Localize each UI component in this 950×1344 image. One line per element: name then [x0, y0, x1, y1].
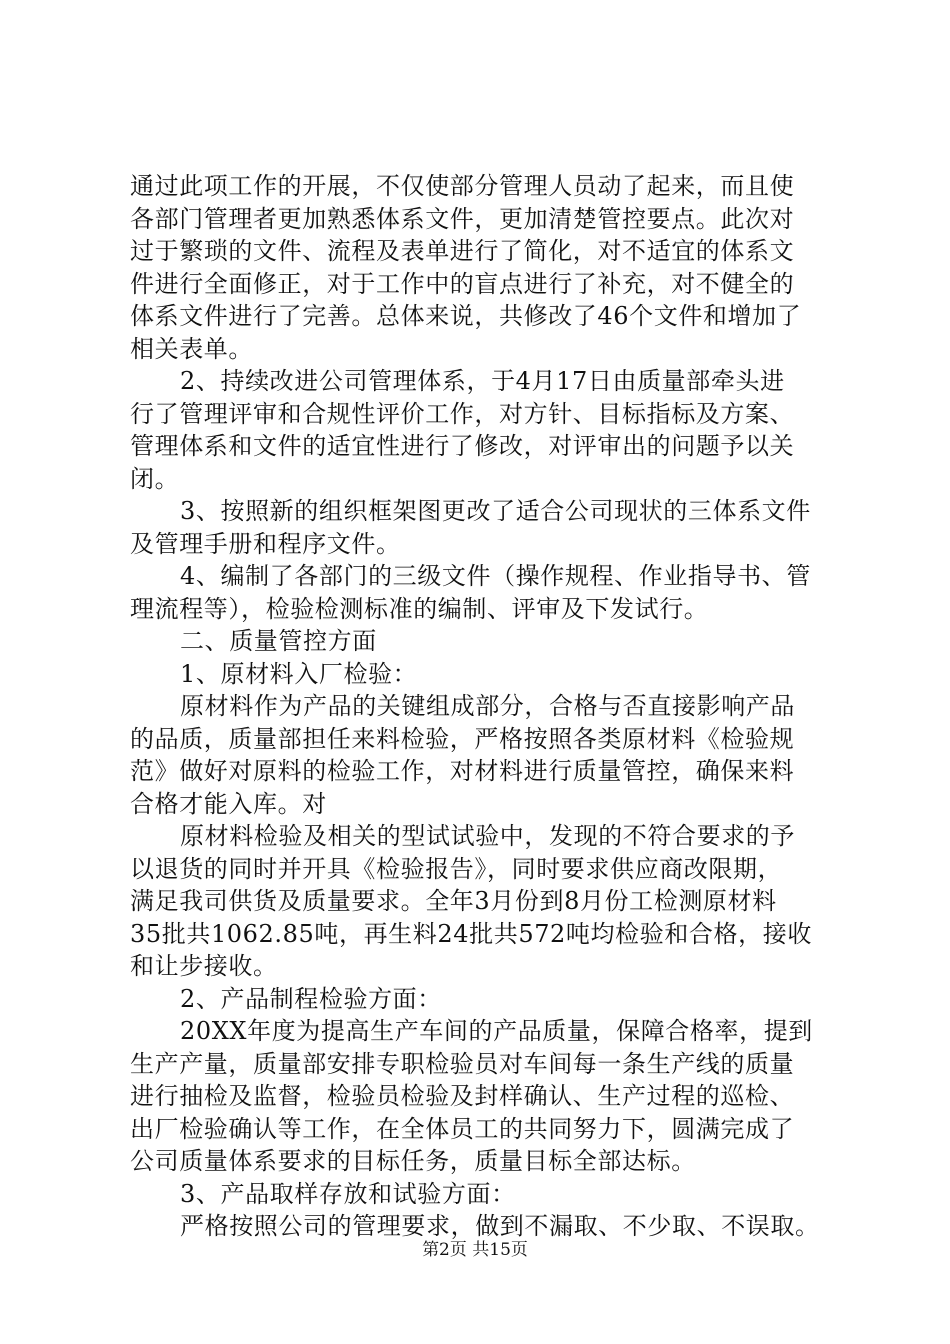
text-line: 原材料作为产品的关键组成部分，合格与否直接影响产品	[180, 692, 795, 720]
text-line: 满足我司供货及质量要求。全年3月份到8月份工检测原材料	[130, 887, 777, 915]
text-line: 出厂检验确认等工作，在全体员工的共同努力下，圆满完成了	[130, 1114, 795, 1143]
text-line: 通过此项工作的开展，不仅使部分管理人员动了起来，而且使	[130, 172, 795, 200]
text-line: 3、按照新的组织框架图更改了适合公司现状的三体系文件	[180, 497, 811, 525]
text-line: 20XX年度为提高生产车间的产品质量，保障合格率，提到	[180, 1017, 813, 1045]
text-line: 和让步接收。	[130, 952, 278, 980]
text-line: 各部门管理者更加熟悉体系文件，更加清楚管控要点。此次对	[130, 204, 795, 233]
text-line: 35批共1062.85吨，再生料24批共572吨均检验和合格，接收	[130, 919, 812, 948]
text-line: 2、产品制程检验方面：	[180, 984, 442, 1013]
text-line: 2、持续改进公司管理体系，于4月17日由质量部牵头进	[180, 367, 785, 395]
text-line: 4、编制了各部门的三级文件（操作规程、作业指导书、管	[180, 562, 811, 590]
page-footer: 第2页 共15页	[422, 1240, 528, 1260]
text-line: 生产产量，质量部安排专职检验员对车间每一条生产线的质量	[130, 1049, 795, 1078]
text-line: 范》做好对原料的检验工作，对材料进行质量管控，确保来料	[130, 757, 795, 785]
text-line: 件进行全面修正，对于工作中的盲点进行了补充，对不健全的	[130, 269, 795, 298]
text-line: 闭。	[130, 464, 180, 493]
text-line: 理流程等），检验检测标准的编制、评审及下发试行。	[130, 594, 709, 623]
text-line: 严格按照公司的管理要求，做到不漏取、不少取、不误取。	[180, 1212, 820, 1240]
text-line: 二、质量管控方面	[180, 627, 377, 655]
text-line: 过于繁琐的文件、流程及表单进行了简化，对不适宜的体系文	[130, 237, 795, 265]
text-line: 公司质量体系要求的目标任务，质量目标全部达标。	[130, 1147, 696, 1175]
text-line: 合格才能入库。对	[130, 789, 327, 818]
text-line: 相关表单。	[130, 334, 253, 363]
document-body	[130, 170, 860, 1243]
text-line: 体系文件进行了完善。总体来说，共修改了46个文件和增加了	[130, 302, 802, 330]
text-line: 1、原材料入厂检验：	[180, 659, 418, 688]
text-line: 进行抽检及监督，检验员检验及封样确认、生产过程的巡检、	[130, 1082, 795, 1110]
text-line: 以退货的同时并开具《检验报告》，同时要求供应商改限期，	[130, 854, 783, 883]
text-line: 及管理手册和程序文件。	[130, 529, 401, 558]
text-line: 3、产品取样存放和试验方面：	[180, 1179, 516, 1208]
text-line: 行了管理评审和合规性评价工作，对方针、目标指标及方案、	[130, 399, 795, 428]
text-line: 原材料检验及相关的型试试验中，发现的不符合要求的予	[180, 822, 795, 850]
text-line: 管理体系和文件的适宜性进行了修改，对评审出的问题予以关	[130, 432, 795, 460]
text-line: 的品质，质量部担任来料检验，严格按照各类原材料《检验规	[130, 724, 795, 753]
